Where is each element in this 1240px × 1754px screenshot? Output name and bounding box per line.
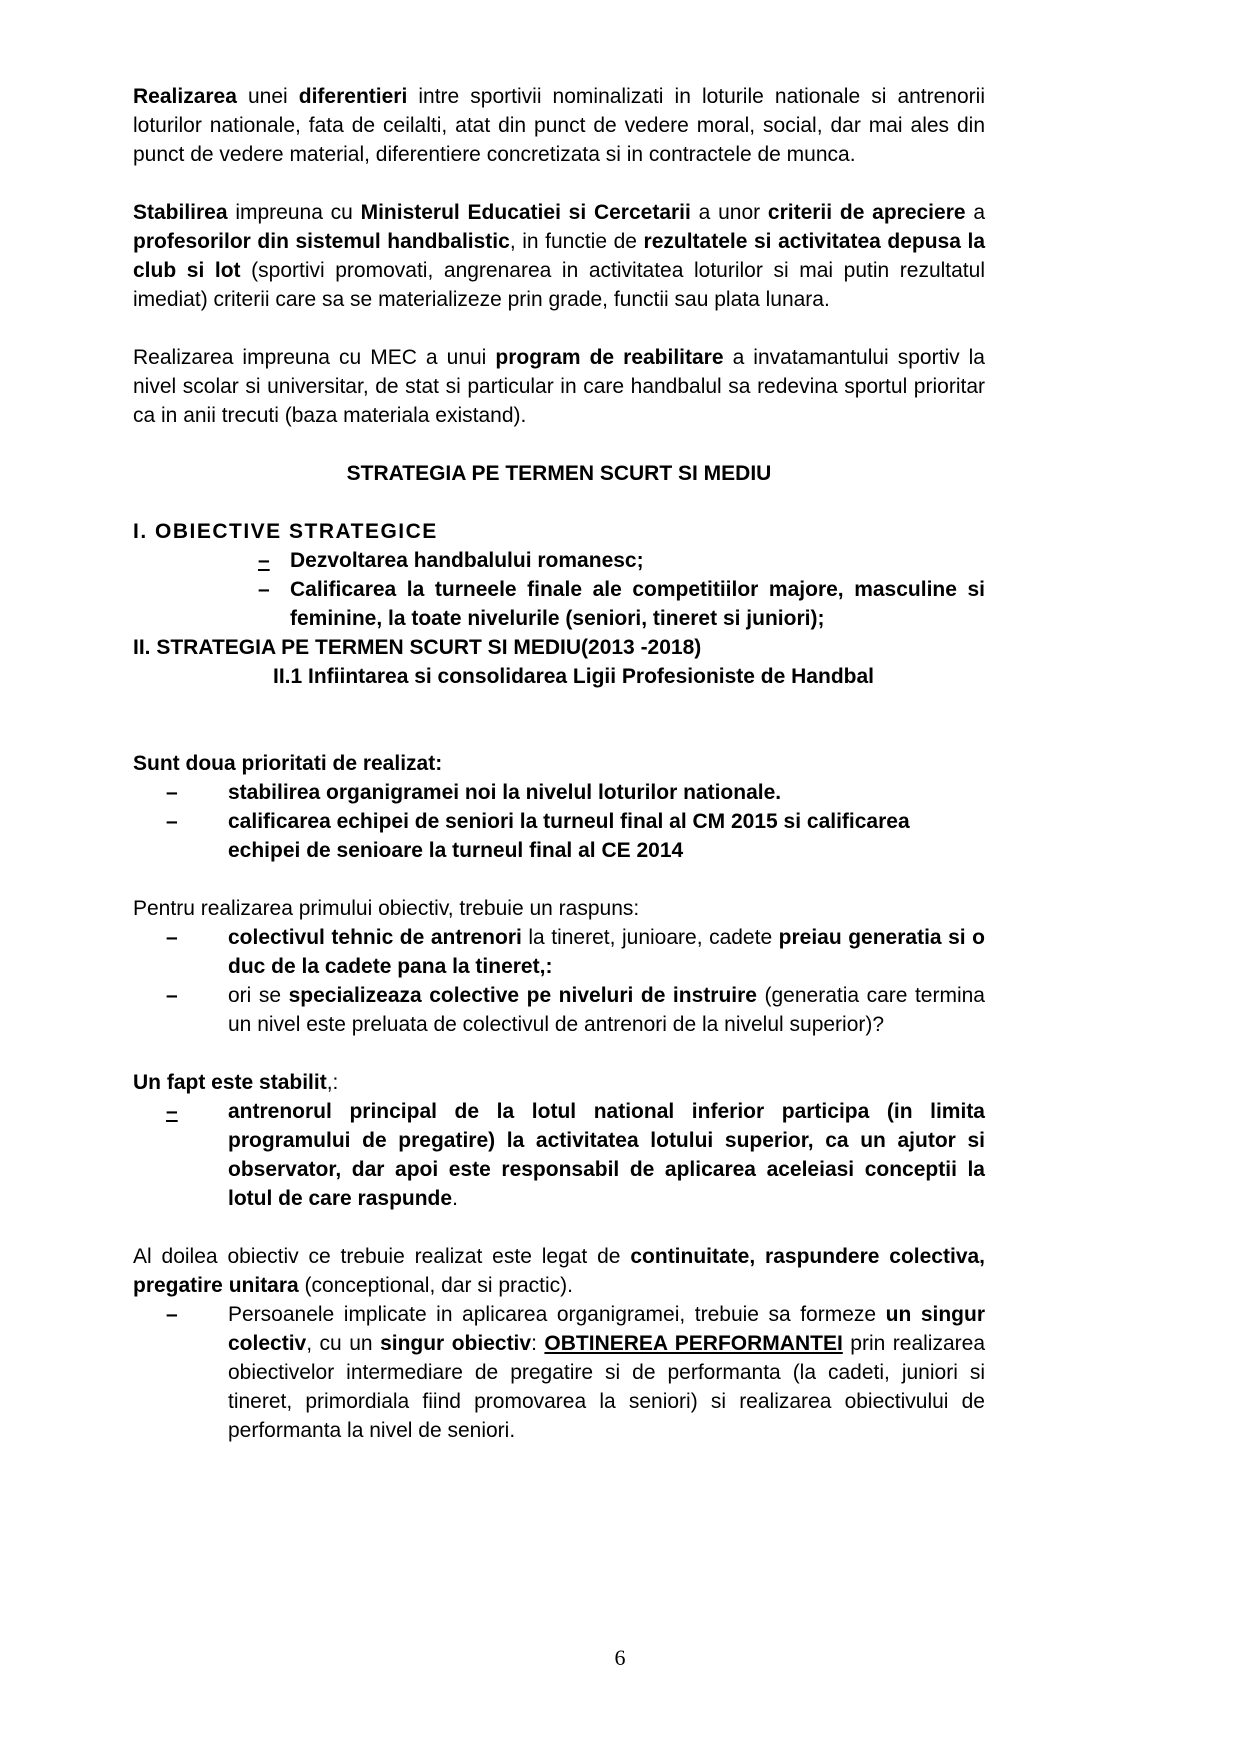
list-item: [133, 575, 985, 633]
list-item-text: colectivul tehnic de antrenori la tineret, junioare, cadete preiau generatia si o duc de la cadete pana la tineret,:: [228, 926, 986, 978]
list-item: [133, 807, 985, 865]
bullet-list-obiective: [133, 546, 985, 633]
paragraph-al-doilea-obiectiv: Al doilea obiectiv ce trebuie realizat este legat de continuitate, raspundere colectiva, pregatire unitara (conceptional, dar si practic).: [133, 1245, 986, 1297]
list-item: [133, 778, 985, 807]
bullet-dash: –: [166, 781, 178, 804]
bullet-dash: –: [166, 984, 178, 1007]
heading-strategia-2013-2018: II. STRATEGIA PE TERMEN SCURT SI MEDIU(2013 -2018): [133, 636, 702, 659]
bullet-dash: –: [166, 926, 178, 949]
bullet-list-persoanele: [133, 1300, 985, 1445]
page-number: 6: [614, 1645, 626, 1670]
bullet-dash: –: [258, 578, 270, 601]
paragraph-program-reabilitare: Realizarea impreuna cu MEC a unui program de reabilitare a invatamantului sportiv la nivel scolar si universitar, de stat si particular in care handbalul sa redevina sportul prioritar ca in anii trecuti (baza materiala existand).: [133, 346, 985, 427]
list-item: [133, 1097, 985, 1213]
list-item-text: Persoanele implicate in aplicarea organigramei, trebuie sa formeze un singur colectiv, cu un singur obiectiv: OBTINEREA PERFORMANTEI prin realizarea obiectivelor intermediare de pregatire si de performanta (la cadeti, juniori si tineret, primordiala fiind promovarea la seniori) si realizarea obiectivului de performanta la nivel de seniori.: [228, 1303, 986, 1442]
bullet-dash: –: [166, 1100, 178, 1123]
list-item-text: Calificarea la turneele finale ale competitiilor majore, masculine si feminine, la toate nivelurile (seniori, tineret si juniori);: [290, 578, 985, 630]
line-pentru-realizarea: Pentru realizarea primului obiectiv, trebuie un raspuns:: [133, 897, 640, 920]
bullet-dash: –: [258, 549, 270, 572]
bullet-dash: –: [166, 810, 178, 833]
heading-strategia-termen-scurt: STRATEGIA PE TERMEN SCURT SI MEDIU: [346, 462, 772, 485]
list-item-text: ori se specializeaza colective pe niveluri de instruire (generatia care termina un nivel este preluata de colectivul de antrenori de la nivelul superior)?: [228, 984, 985, 1036]
paragraph-stabilirea-criterii: Stabilirea impreuna cu Ministerul Educatiei si Cercetarii a unor criterii de apreciere a profesorilor din sistemul handbalistic, in functie de rezultatele si activitatea depusa la club si lot (sportivi promovati, angrenarea in activitatea loturilor si mai putin rezultatul imediat) criterii care sa se materializeze prin grade, functii sau plata lunara.: [133, 201, 986, 311]
heading-infiintarea-ligii: II.1 Infiintarea si consolidarea Ligii Profesioniste de Handbal: [273, 665, 874, 688]
bullet-list-fapt: [133, 1097, 985, 1213]
line-un-fapt-stabilit: Un fapt este stabilit,:: [133, 1071, 339, 1094]
list-item: [133, 1300, 985, 1445]
list-item: [133, 546, 985, 575]
document-body: [133, 82, 985, 1445]
list-item-text: Dezvoltarea handbalului romanesc;: [290, 549, 644, 572]
list-item: [133, 923, 985, 981]
line-doua-prioritati: Sunt doua prioritati de realizat:: [133, 752, 443, 775]
bullet-dash: –: [166, 1303, 178, 1326]
paragraph-realizarea-diferentieri: Realizarea unei diferentieri intre sportivii nominalizati in loturile nationale si antrenorii loturilor nationale, fata de ceilalti, atat din punct de vedere moral, social, dar mai ales din punct de vedere material, diferentiere concretizata si in contractele de munca.: [133, 85, 985, 166]
bullet-list-raspuns: [133, 923, 985, 1039]
list-item-text: antrenorul principal de la lotul national inferior participa (in limita programului de pregatire) la activitatea lotului superior, ca un ajutor si observator, dar apoi este responsabil de aplicarea aceleiasi conceptii la lotul de care raspunde.: [228, 1100, 985, 1210]
heading-obiective-strategice: I. OBIECTIVE STRATEGICE: [133, 520, 438, 543]
bullet-list-prioritati: [133, 778, 985, 865]
list-item: [133, 981, 985, 1039]
list-item-text: calificarea echipei de seniori la turneul final al CM 2015 si calificarea echipei de senioare la turneul final al CE 2014: [228, 810, 910, 862]
list-item-text: stabilirea organigramei noi la nivelul loturilor nationale.: [228, 781, 782, 804]
